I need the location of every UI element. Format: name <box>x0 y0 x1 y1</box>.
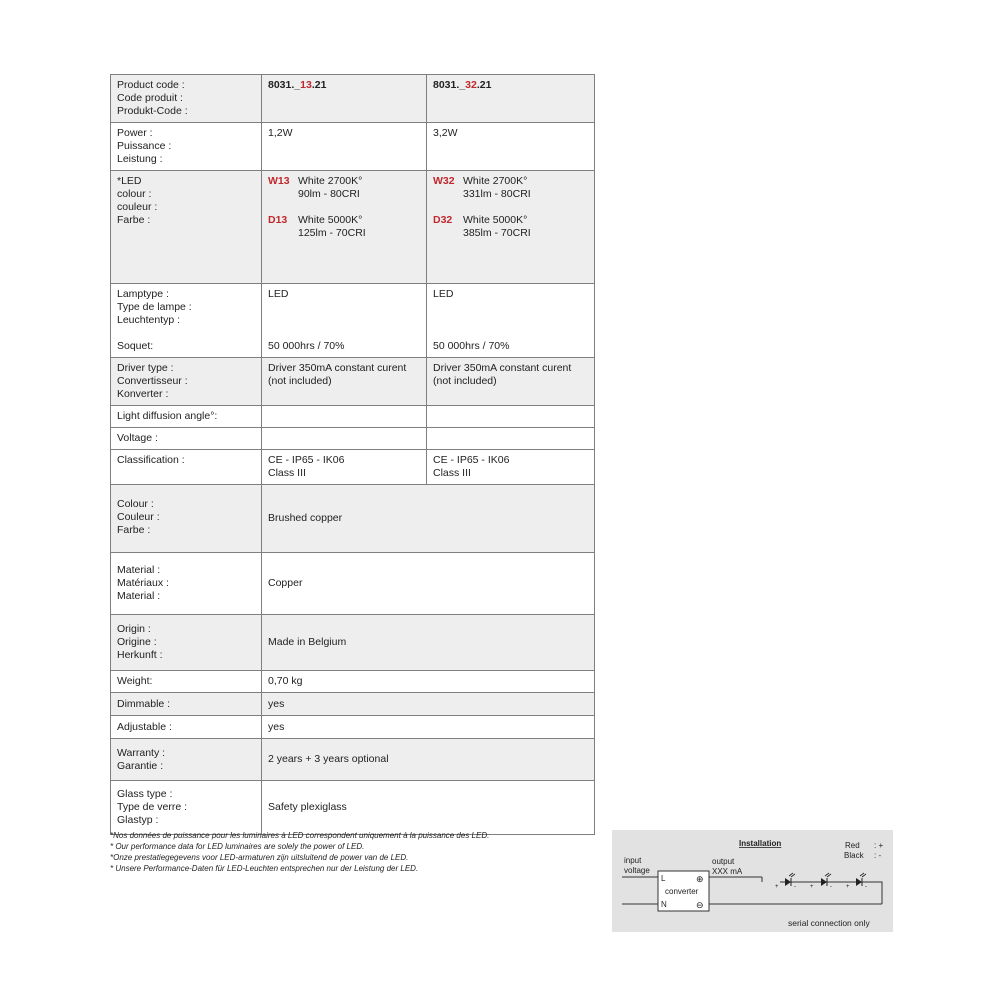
row-classification <box>111 450 595 485</box>
wiring-diagram <box>612 830 893 932</box>
value-weight: 0,70 kg <box>262 671 595 693</box>
label-origin: Origin : Origine : Herkunft : <box>111 615 262 671</box>
installation-title: Installation <box>739 839 782 848</box>
value-driver-type-1: Driver 350mA constant curent (not included) <box>262 358 427 406</box>
label-soquet: Soquet: <box>117 340 154 352</box>
value-glass-type: Safety plexiglass <box>262 781 595 835</box>
converter-label: converter <box>665 887 699 896</box>
value-colour: Brushed copper <box>262 485 595 553</box>
label-adjustable: Adjustable : <box>111 716 262 739</box>
value-power-1: 1,2W <box>262 123 427 171</box>
led-code: W13 <box>268 175 290 187</box>
value-lamptype-2: LED 50 000hrs / 70% <box>427 284 595 358</box>
led-code: D32 <box>433 214 453 226</box>
label-dimmable: Dimmable : <box>111 693 262 716</box>
svg-text:-: - <box>830 884 832 890</box>
legend-black-sign: : - <box>874 851 882 860</box>
row-driver-type <box>111 358 595 406</box>
footnote: *Onze prestatiegegevens voor LED-armaturen zijn uitsluitend de power van de LED. <box>110 853 409 862</box>
label-product-code: Product code : Code produit : Produkt-Code : <box>111 75 262 123</box>
row-adjustable <box>111 716 595 739</box>
serial-connection-note: serial connection only <box>788 918 870 928</box>
spec-table <box>110 74 595 835</box>
row-dimmable <box>111 693 595 716</box>
svg-text:+: + <box>775 884 779 890</box>
footnote: * Unsere Performance-Daten für LED-Leuchten entsprechen nur der Leistung der LED. <box>110 864 419 873</box>
svg-text:+: + <box>810 884 814 890</box>
value-driver-type-2: Driver 350mA constant curent (not included) <box>427 358 595 406</box>
input-voltage-label: voltage <box>624 866 650 875</box>
svg-text:+: + <box>846 884 850 890</box>
value-product-code-1: 8031._13.21 <box>262 75 427 123</box>
label-weight: Weight: <box>111 671 262 693</box>
value-dimmable: yes <box>262 693 595 716</box>
footnote: * Our performance data for LED luminaires are solely the power of LED. <box>110 842 365 851</box>
output-label: output <box>712 857 735 866</box>
output-current-label: XXX mA <box>712 867 743 876</box>
value-diffusion-angle-1 <box>262 406 427 428</box>
terminal-n: N <box>661 900 667 909</box>
value-product-code-2: 8031._32.21 <box>427 75 595 123</box>
label-material: Material : Matériaux : Material : <box>111 553 262 615</box>
value-led-colour-1: W13 White 2700K° 90lm - 80CRI D13 White 5000K° 125lm - 70CRI <box>262 171 427 284</box>
row-voltage <box>111 428 595 450</box>
value-voltage-1 <box>262 428 427 450</box>
label-diffusion-angle: Light diffusion angle°: <box>111 406 262 428</box>
value-voltage-2 <box>427 428 595 450</box>
row-weight <box>111 671 595 693</box>
value-power-2: 3,2W <box>427 123 595 171</box>
footnotes <box>110 830 610 874</box>
input-label: input <box>624 856 642 865</box>
product-variant-1: 13 <box>300 79 312 91</box>
legend-black-label: Black <box>844 851 864 860</box>
installation-diagram <box>612 830 893 932</box>
value-warranty: 2 years + 3 years optional <box>262 739 595 781</box>
value-lamptype-1: LED 50 000hrs / 70% <box>262 284 427 358</box>
value-led-colour-2: W32 White 2700K° 331lm - 80CRI D32 White 5000K° 385lm - 70CRI <box>427 171 595 284</box>
row-material <box>111 553 595 615</box>
label-warranty: Warranty : Garantie : <box>111 739 262 781</box>
row-product-code <box>111 75 595 123</box>
label-lamptype: Lamptype : Type de lampe : Leuchtentyp : Soquet: <box>111 284 262 358</box>
led-code: D13 <box>268 214 288 226</box>
value-classification-2: CE - IP65 - IK06 Class III <box>427 450 595 485</box>
product-variant-2: 32 <box>465 79 477 91</box>
led-code: W32 <box>433 175 455 187</box>
legend-red-sign: : + <box>874 841 884 850</box>
value-adjustable: yes <box>262 716 595 739</box>
minus-terminal-icon: ⊖ <box>696 900 704 910</box>
svg-text:-: - <box>865 884 867 890</box>
label-glass-type: Glass type : Type de verre : Glastyp : <box>111 781 262 835</box>
label-classification: Classification : <box>111 450 262 485</box>
plus-terminal-icon: ⊕ <box>696 874 704 884</box>
led-icon <box>807 873 842 890</box>
row-power <box>111 123 595 171</box>
label-led-colour: *LED colour : couleur : Farbe : <box>111 171 262 284</box>
svg-text:-: - <box>794 884 796 890</box>
value-material: Copper <box>262 553 595 615</box>
value-classification-1: CE - IP65 - IK06 Class III <box>262 450 427 485</box>
legend-red-label: Red <box>845 841 860 850</box>
footnote: *Nos données de puissance pour les luminaires à LED correspondent uniquement à la puissance des LED. <box>110 831 490 840</box>
row-led-colour <box>111 171 595 284</box>
value-origin: Made in Belgium <box>262 615 595 671</box>
row-warranty <box>111 739 595 781</box>
led-icon <box>842 873 872 890</box>
row-origin <box>111 615 595 671</box>
row-lamptype <box>111 284 595 358</box>
label-colour: Colour : Couleur : Farbe : <box>111 485 262 553</box>
label-power: Power : Puissance : Leistung : <box>111 123 262 171</box>
led-icon <box>762 873 807 890</box>
label-voltage: Voltage : <box>111 428 262 450</box>
value-diffusion-angle-2 <box>427 406 595 428</box>
terminal-l: L <box>661 874 666 883</box>
row-colour <box>111 485 595 553</box>
row-diffusion-angle <box>111 406 595 428</box>
row-glass-type <box>111 781 595 835</box>
label-driver-type: Driver type : Convertisseur : Konverter : <box>111 358 262 406</box>
